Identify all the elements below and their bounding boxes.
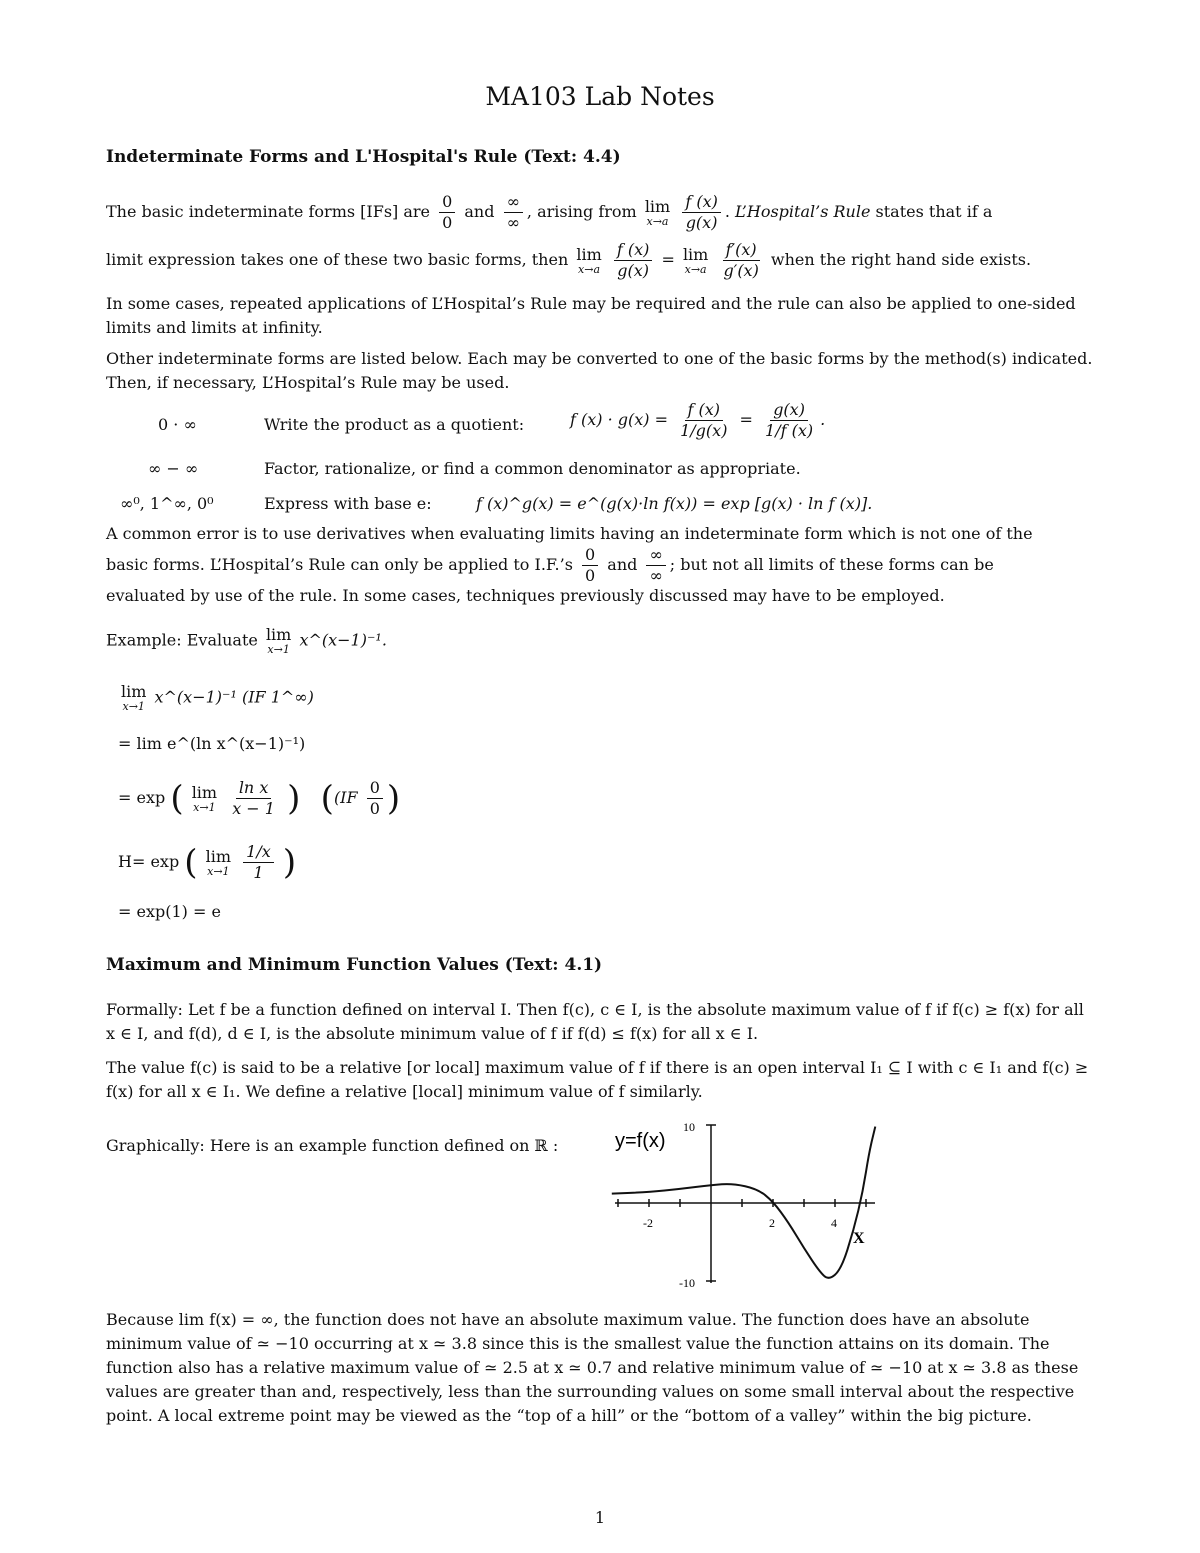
example-line: Example: Evaluate lim x→1 x^(x−1)⁻¹. [106,625,387,656]
paragraph-rule-statement: limit expression takes one of these two basic forms, then lim x→a $\frac{f (x)}{g(x)}$ = lim x→a $\frac{f'(x)}{g'(x)}$ when the right hand side exists. [106,240,1032,280]
example-step-4: H= exp ( lim x→1 $\frac{1/x}{1}$ ) [118,842,297,883]
form-method-product: Write the product as a quotient: [264,415,525,434]
xtick-label-neg2: -2 [643,1216,653,1230]
example-step-5: = exp(1) = e [118,902,221,921]
form-exp-math: f (x)^g(x) = e^(g(x)·ln f(x)) = exp [g(x) · ln f (x)]. [476,494,873,513]
example-step-1: lim x→1 x^(x−1)⁻¹ (IF 1^∞) [121,682,314,713]
paragraph-basic-forms: The basic indeterminate forms [IFs] are $\frac{0}{0}$ and $\frac{\infty}{\infty}$ , arising from lim x→a $\frac{f (x)}{g(x)}$ . L’Hospital’s Rule states that if a [106,192,993,232]
paragraph-formal-def: Formally: Let f be a function defined on interval I. Then f(c), c ∈ I, is the absolute maximum value of f if f(c) ≥ f(x) for all x ∈ I, and f(d), d ∈ I, is the absolute minimum value of f if f(d) ≤ f(x) for all x ∈ I. [106,1000,1084,1043]
form-zero-times-inf: 0 · ∞ [158,415,197,434]
paragraph-common-error-3: evaluated by use of the rule. In some cases, techniques previously discussed may have to be employed. [106,586,945,605]
graph-intro: Graphically: Here is an example function defined on ℝ : [106,1136,559,1155]
form-method-factor: Factor, rationalize, or find a common denominator as appropriate. [264,459,801,478]
example-step-2: = lim e^(ln x^(x−1)⁻¹) [118,734,306,753]
form-method-base-e: Express with base e: [264,494,432,513]
form-exponential: ∞⁰, 1^∞, 0⁰ [120,494,214,513]
paragraph-other-forms: Other indeterminate forms are listed below. Each may be converted to one of the basic forms by the method(s) indicated. Then, if necessary, L’Hospital’s Rule may be used. [106,349,1093,392]
x-axis-label: X [853,1230,865,1247]
function-graph [605,1115,895,1295]
paragraph-relative-def: The value f(c) is said to be a relative [or local] maximum value of f if there is an open interval I₁ ⊆ I with c ∈ I₁ and f(c) ≥ f(x) for all x ∈ I₁. We define a relative [local] minimum value of f similarly. [106,1058,1089,1101]
section-heading-lhospital: Indeterminate Forms and L'Hospital's Rule (Text: 4.4) [106,147,621,167]
ytick-label-10: 10 [683,1120,695,1134]
form-product-math: f (x) · g(x) = $\frac{f (x)}{1/g(x)}$ = $\frac{g(x)}{1/f (x)}$ . [570,400,826,440]
xtick-label-4: 4 [831,1216,837,1230]
paragraph-common-error-2: basic forms. L’Hospital’s Rule can only be applied to I.F.’s $\frac{0}{0}$ and $\frac{\infty}{\infty}$ ; but not all limits of these forms can be [106,545,994,585]
paragraph-common-error-1: A common error is to use derivatives when evaluating limits having an indeterminate form which is not one of the [106,524,1033,543]
paragraph-conclusion: Because lim f(x) = ∞, the function does not have an absolute maximum value. The function does have an absolute minimum value of ≃ −10 occurring at x ≃ 3.8 since this is the smallest value the function attains on its domain. The function also has a relative maximum value of ≃ 2.5 at x ≃ 0.7 and relative minimum value of ≃ −10 at x ≃ 3.8 as these values are greater than and, respectively, less than the surrounding values on some small interval about the respective point. A local extreme point may be viewed as the “top of a hill” or the “bottom of a valley” within the big picture. [106,1310,1079,1425]
page-number: 1 [594,1508,606,1527]
form-inf-minus-inf: ∞ − ∞ [148,459,199,478]
paragraph-repeated: In some cases, repeated applications of L’Hospital’s Rule may be required and the rule can also be applied to one-sided limits and limits at infinity. [106,294,1076,337]
xtick-label-2: 2 [769,1216,775,1230]
section-heading-maxmin: Maximum and Minimum Function Values (Text: 4.1) [106,955,603,975]
page-title: MA103 Lab Notes [485,82,715,111]
graph-title: y=f(x) [615,1130,666,1152]
ytick-label-neg10: -10 [679,1276,695,1290]
example-step-3: = exp ( lim x→1 $\frac{\text{ln x}}{x - 1}$ ) ((IF $\frac{0}{0}$ ) [118,778,401,819]
